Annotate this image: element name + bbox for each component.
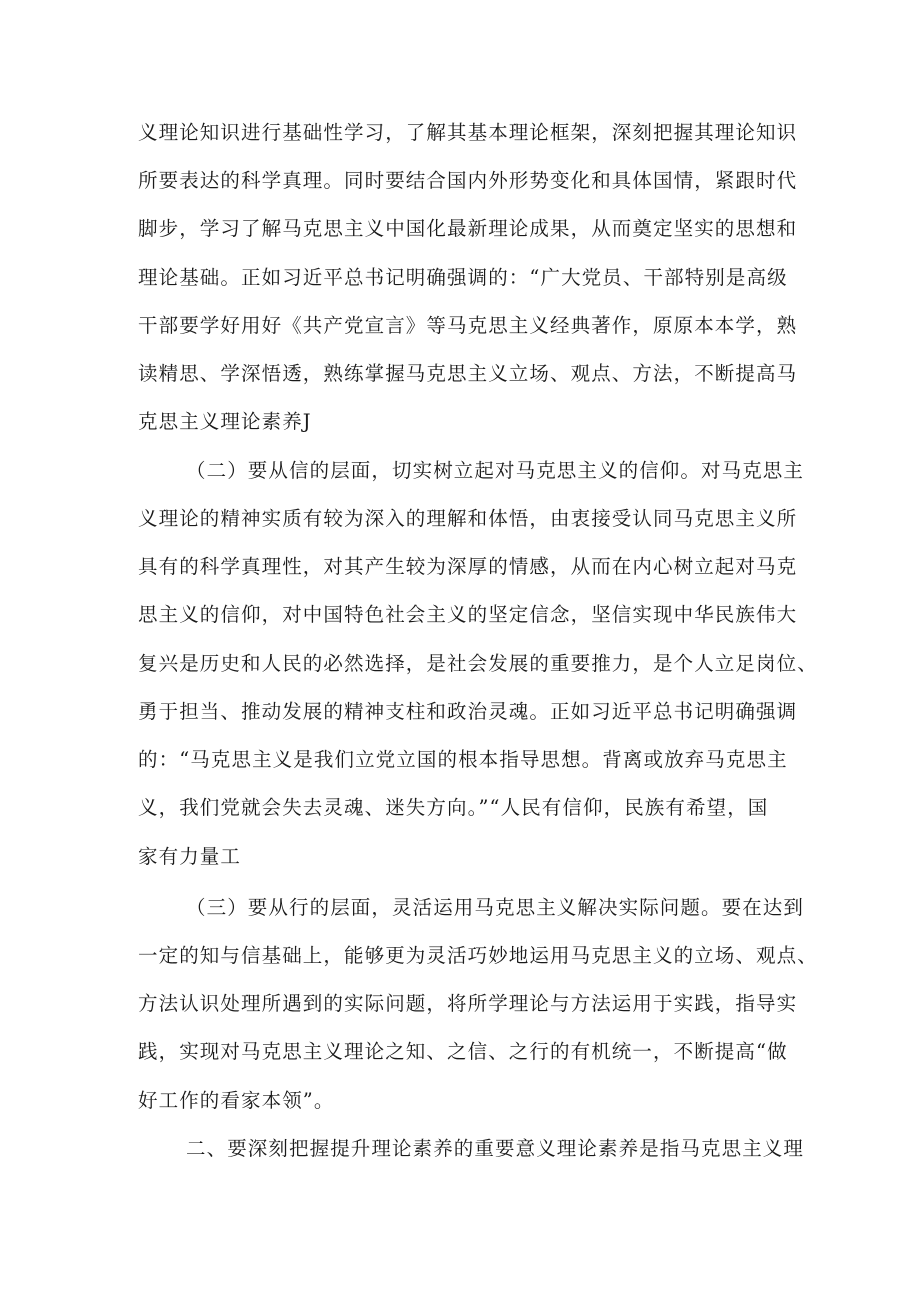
text-line: 克思主义理论素养J: [138, 410, 312, 433]
text-line: 勇于担当、推动发展的精神支柱和政治灵魂。正如习近平总书记明确强调: [138, 700, 798, 723]
text-line: 义理论的精神实质有较为深入的理解和体悟，由衷接受认同马克思主义所: [138, 507, 798, 530]
text-line: 脚步，学习了解马克思主义中国化最新理论成果，从而奠定坚实的思想和: [138, 217, 798, 240]
text-line: 好工作的看家本领”。: [138, 1089, 335, 1112]
text-line: （二）要从信的层面，切实树立起对马克思主义的信仰。对马克思主: [186, 459, 805, 482]
text-line: 复兴是历史和人民的必然选择，是社会发展的重要推力，是个人立足岗位、: [138, 652, 818, 675]
text-line: 二、要深刻把握提升理论素养的重要意义理论素养是指马克思主义理: [186, 1137, 805, 1160]
text-line: 具有的科学真理性，对其产生较为深厚的情感，从而在内心树立起对马克: [138, 555, 798, 578]
text-line: 理论基础。正如习近平总书记明确强调的：“广大党员、干部特别是高级: [138, 266, 788, 289]
text-line: 家有力量工: [138, 845, 242, 868]
text-line: 一定的知与信基础上，能够更为灵活巧妙地运用马克思主义的立场、观点、: [138, 944, 818, 967]
text-line: 践，实现对马克思主义理论之知、之信、之行的有机统一，不断提高“做: [138, 1040, 788, 1063]
text-line: 读精思、学深悟透，熟练掌握马克思主义立场、观点、方法，不断提高马: [138, 362, 798, 385]
text-line: 干部要学好用好《共产党宣言》等马克思主义经典著作，原原本本学，熟: [138, 314, 798, 337]
text-line: 思主义的信仰，对中国特色社会主义的坚定信念，坚信实现中华民族伟大: [138, 603, 798, 626]
text-line: 的：“马克思主义是我们立党立国的根本指导思想。背离或放弃马克思主: [138, 748, 788, 771]
text-line: 义，我们党就会失去灵魂、迷失方向。”“人民有信仰，民族有希望，国: [138, 796, 769, 819]
text-line: 义理论知识进行基础性学习，了解其基本理论框架，深刻把握其理论知识: [138, 121, 798, 144]
text-line: 所要表达的科学真理。同时要结合国内外形势变化和具体国情，紧跟时代: [138, 169, 798, 192]
text-line: 方法认识处理所遇到的实际问题，将所学理论与方法运用于实践，指导实: [138, 992, 798, 1015]
text-line: （三）要从行的层面，灵活运用马克思主义解决实际问题。要在达到: [186, 896, 805, 919]
